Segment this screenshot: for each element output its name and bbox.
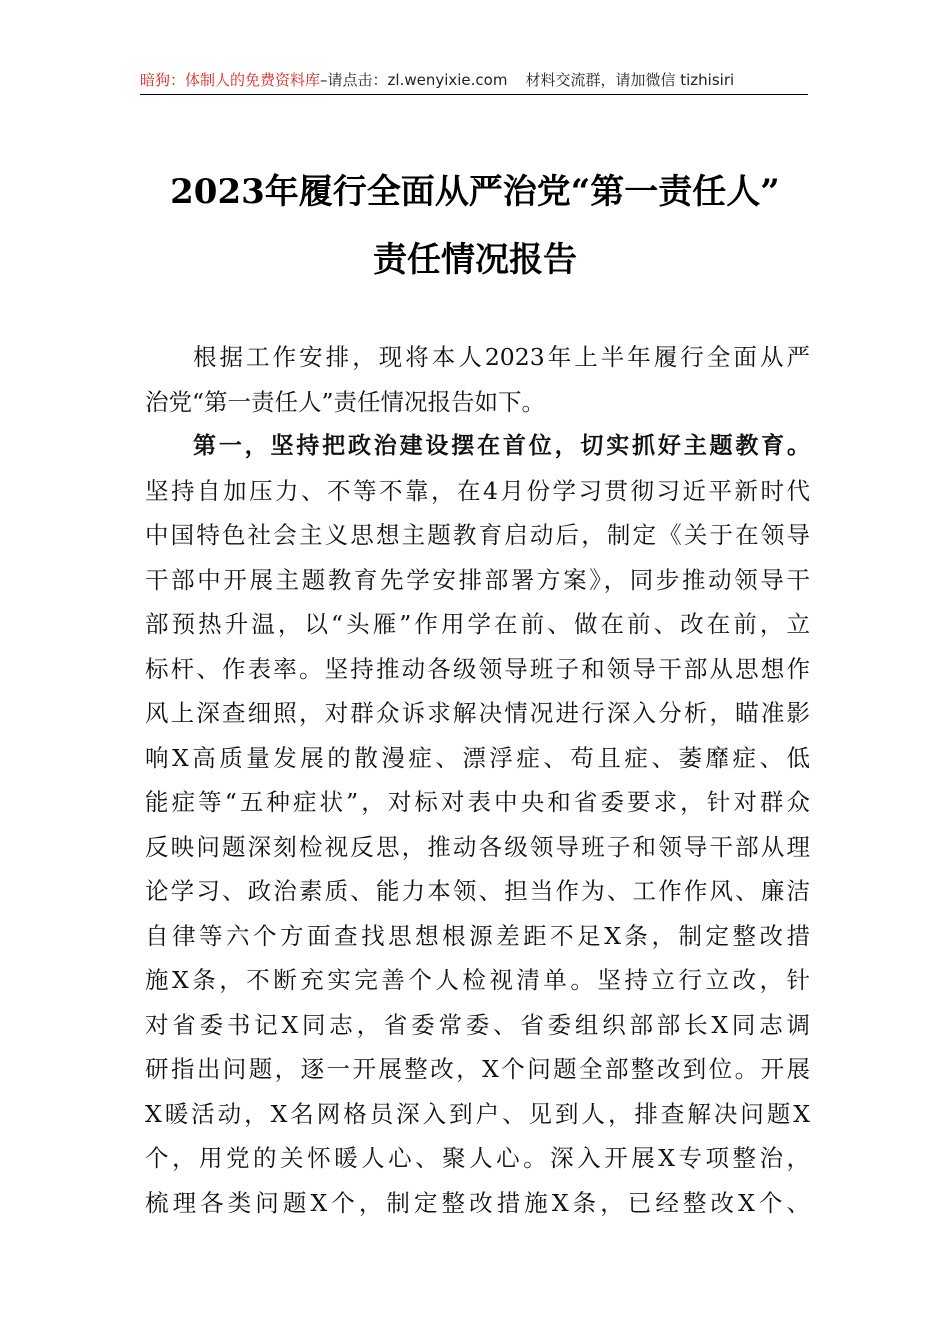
body-line: 论学习、政治素质、能力本领、担当作为、工作作风、廉洁 (145, 877, 810, 905)
body-line: 治党“第一责任人”责任情况报告如下。 (145, 387, 546, 416)
header-group-note: 材料交流群，请加微信 tizhisiri (525, 71, 735, 89)
body-line: 能症等“五种症状”，对标对表中央和省委要求，针对群众 (145, 788, 810, 816)
body-line: 施X条，不断充实完善个人检视清单。坚持立行立改，针 (145, 966, 810, 994)
page-header (140, 68, 808, 95)
header-url-link[interactable]: zl.wenyixie.com (387, 71, 508, 89)
body-line: 标杆、作表率。坚持推动各级领导班子和领导干部从思想作 (145, 654, 810, 683)
title-line-2: 责任情况报告 (373, 240, 577, 280)
body-line: 风上深查细照，对群众诉求解决情况进行深入分析，瞄准影 (145, 699, 810, 727)
body-line: 反映问题深刻检视反思，推动各级领导班子和领导干部从理 (145, 832, 810, 861)
header-click-prefix: –请点击： (320, 71, 388, 89)
body-line: 自律等六个方面查找思想根源差距不足X条，制定整改措 (145, 921, 810, 950)
report-body (145, 335, 810, 1225)
title-line-1: 2023年履行全面从严治党“第一责任人” (170, 172, 780, 212)
body-line: 部预热升温，以“头雁”作用学在前、做在前、改在前，立 (145, 610, 810, 638)
header-brand: 暗狗：体制人的免费资料库 (140, 71, 321, 89)
body-line: 个，用党的关怀暖人心、聚人心。深入开展X专项整治， (145, 1144, 810, 1172)
body-line: 响X高质量发展的散漫症、漂浮症、苟且症、萎靡症、低 (145, 743, 810, 772)
body-line: 梳理各类问题X个，制定整改措施X条，已经整改X个、 (145, 1188, 810, 1217)
body-line: X暖活动，X名网格员深入到户、见到人，排查解决问题X (145, 1099, 810, 1128)
body-line: 坚持自加压力、不等不靠，在4月份学习贯彻习近平新时代 (145, 476, 810, 505)
body-line: 根据工作安排，现将本人2023年上半年履行全面从严 (193, 343, 810, 371)
section-heading: 第一，坚持把政治建设摆在首位，切实抓好主题教育。 (193, 433, 810, 459)
body-line: 对省委书记X同志，省委常委、省委组织部部长X同志调 (145, 1010, 810, 1039)
body-line: 干部中开展主题教育先学安排部署方案》，同步推动领导干 (145, 565, 810, 594)
body-line: 研指出问题，逐一开展整改，X个问题全部整改到位。开展 (145, 1055, 810, 1083)
body-line: 中国特色社会主义思想主题教育启动后，制定《关于在领导 (145, 521, 810, 549)
